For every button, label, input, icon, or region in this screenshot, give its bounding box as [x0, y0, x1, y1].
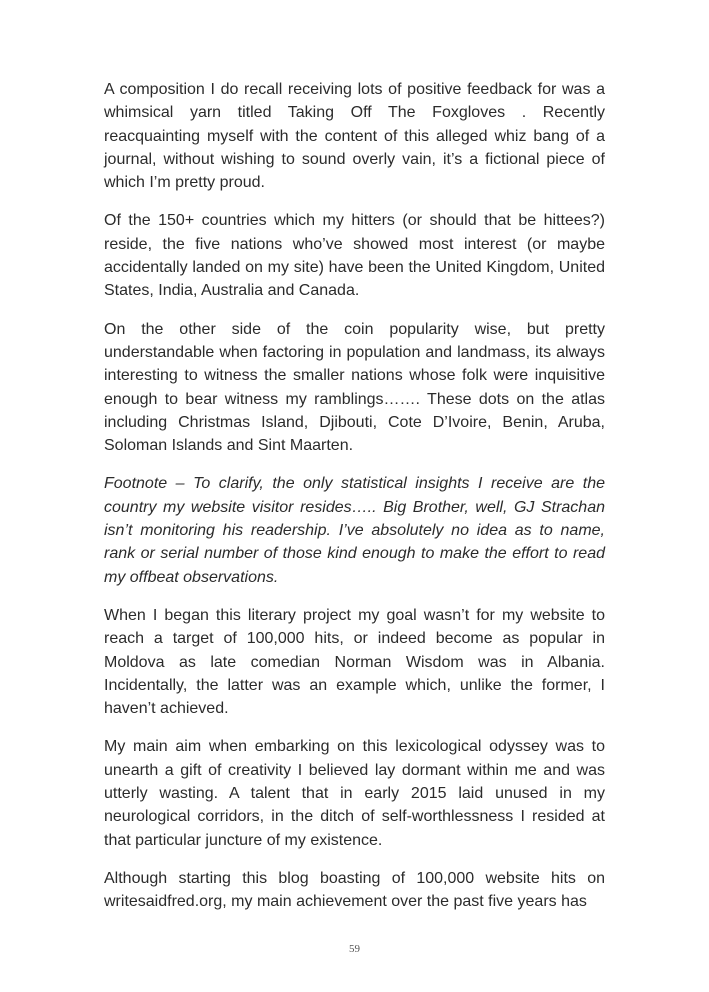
paragraph-footnote: Footnote – To clarify, the only statistical insights I receive are the country my website visitor resides….. Big Brother, well, GJ Strachan isn’t monitoring his readership. I’ve absolutely no idea as to name, rank or serial number of those kind enough to make the effort to read my offbeat observations.	[104, 475, 605, 586]
paragraph-smaller-nations: On the other side of the coin popularity wise, but pretty understandable when factoring in population and landmass, its always interesting to witness the smaller nations whose folk were inquisitive enough to bear witness my ramblings……. These dots on the atlas including Christmas Island, Djibouti, Cote D’Ivoire, Benin, Aruba, Soloman Islands and Sint Maarten.	[104, 320, 605, 455]
page-body	[104, 78, 605, 929]
page-number: 59	[349, 943, 360, 955]
paragraph-main-aim: My main aim when embarking on this lexicological odyssey was to unearth a gift of creativity I believed lay dormant within me and was utterly wasting. A talent that in early 2015 laid unused in my neurological corridors, in the ditch of self-worthlessness I resided at that particular juncture of my existence.	[104, 738, 605, 849]
paragraph-foxgloves: A composition I do recall receiving lots of positive feedback for was a whimsical yarn titled Taking Off The Foxgloves . Recently reacquainting myself with the content of this alleged whiz bang of a journal, without wishing to sound overly vain, it’s a fictional piece of which I’m pretty proud.	[104, 81, 605, 192]
paragraph-achievement: Although starting this blog boasting of 100,000 website hits on writesaidfred.org, my main achievement over the past five years has	[104, 869, 605, 911]
paragraph-literary-project: When I began this literary project my goal wasn’t for my website to reach a target of 100,000 hits, or indeed become as popular in Moldova as late comedian Norman Wisdom was in Albania. Incidentally, the latter was an example which, unlike the former, I haven’t achieved.	[104, 606, 605, 718]
paragraph-countries: Of the 150+ countries which my hitters (or should that be hittees?) reside, the five nations who’ve showed most interest (or maybe accidentally landed on my site) have been the United Kingdom, United States, India, Australia and Canada.	[104, 212, 605, 300]
